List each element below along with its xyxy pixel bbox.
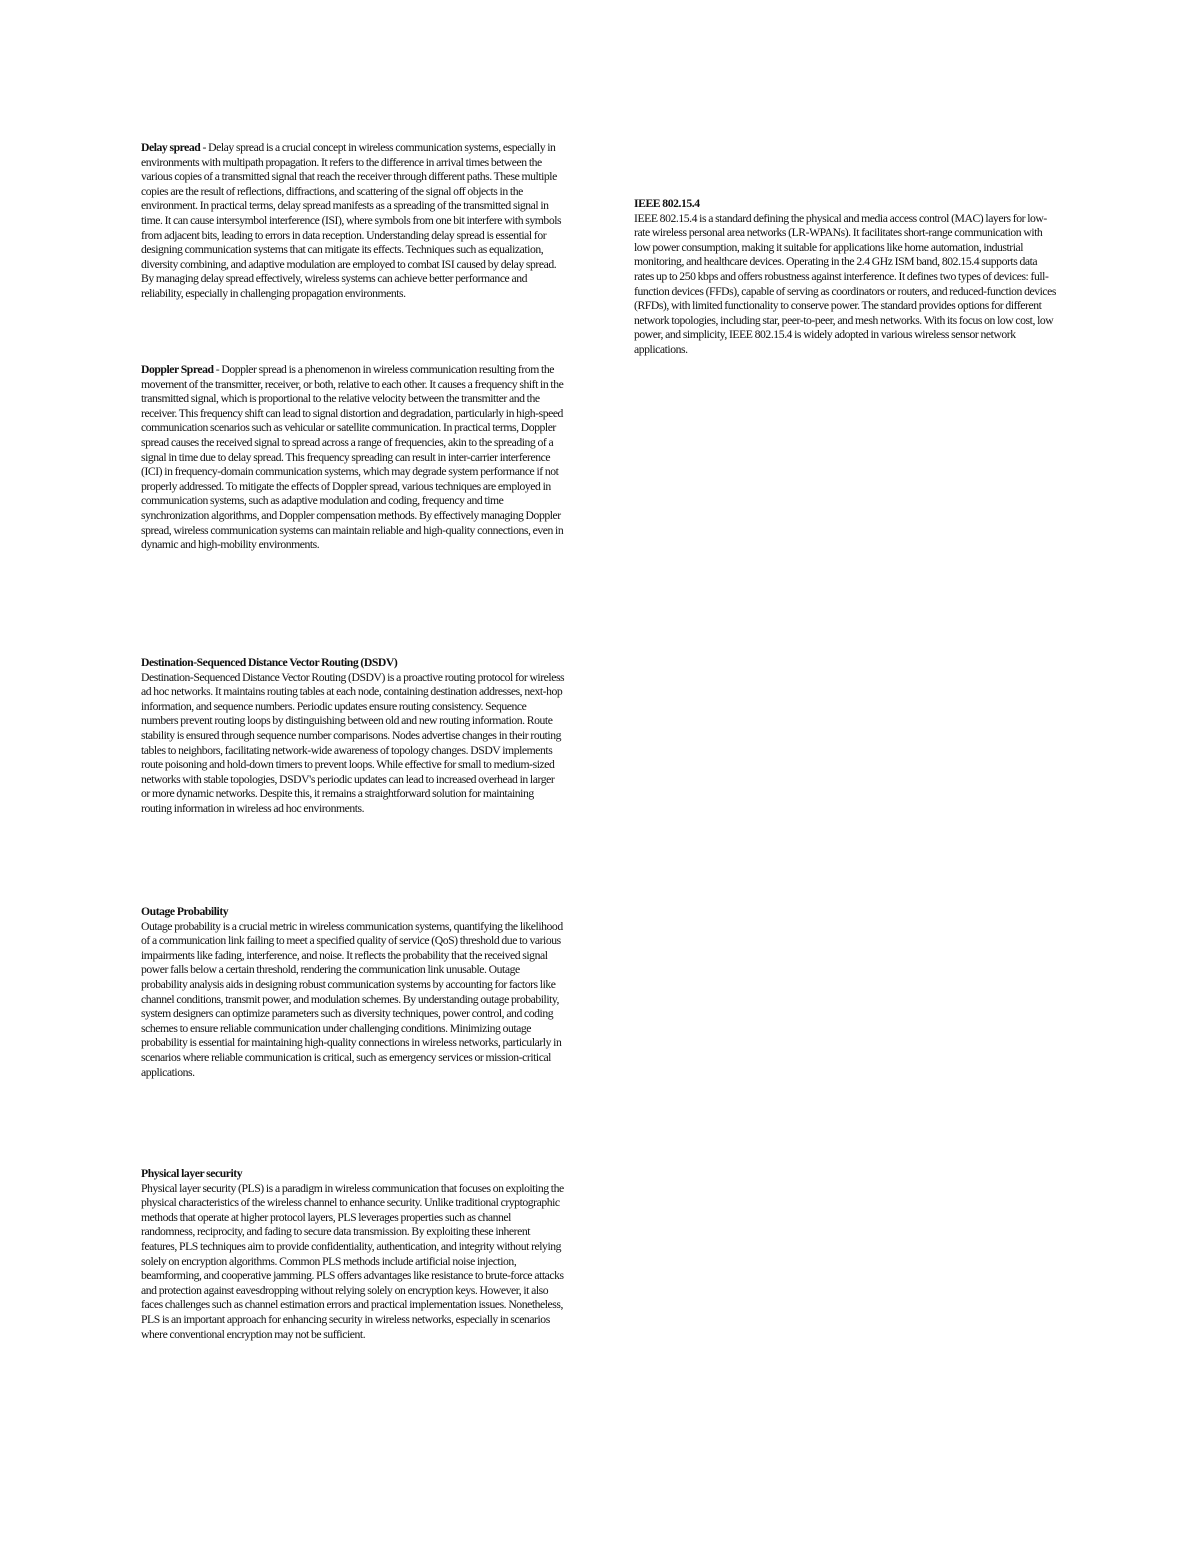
section-dsdv	[141, 656, 565, 817]
section-outage-probability	[141, 905, 565, 1080]
outage-body: Outage probability is a crucial metric in wireless communication systems, quantifying the likelihood of a communication link failing to meet a specified quality of service (QoS) threshold due to various impairments like fading, interference, and noise. It reflects the probability that the received signal power falls below a certain threshold, rendering the communication link unusable. Outage probability analysis aids in designing robust communication systems by accounting for factors like channel conditions, transmit power, and modulation schemes. By understanding outage probability, system designers can optimize parameters such as diversity techniques, power control, and coding schemes to ensure reliable communication under challenging conditions. Minimizing outage probability is essential for maintaining high-quality connections in wireless networks, particularly in scenarios where reliable communication is critical, such as emergency services or mission-critical applications.	[141, 919, 563, 1079]
dsdv-heading: Destination-Sequenced Distance Vector Routing (DSDV)	[141, 656, 398, 669]
section-delay-spread	[141, 141, 565, 302]
pls-body: Physical layer security (PLS) is a paradigm in wireless communication that focuses on exploiting the physical characteristics of the wireless channel to enhance security. Unlike traditional cryptographic methods that operate at higher protocol layers, PLS leverages properties such as channel randomness, reciprocity, and fading to secure data transmission. By exploiting these inherent features, PLS techniques aim to provide confidentiality, authentication, and integrity without relying solely on encryption algorithms. Common PLS methods include artificial noise injection, beamforming, and cooperative jamming. PLS offers advantages like resistance to brute-force attacks and protection against eavesdropping without relying solely on encryption keys. However, it also faces challenges such as channel estimation errors and practical implementation issues. Nonetheless, PLS is an important approach for enhancing security in wireless networks, especially in scenarios where conventional encryption may not be sufficient.	[141, 1181, 564, 1341]
delay-spread-heading: Delay spread	[141, 141, 201, 154]
section-ieee-802-15-4	[634, 197, 1058, 358]
dsdv-body: Destination-Sequenced Distance Vector Routing (DSDV) is a proactive routing protocol for wireless ad hoc networks. It maintains routing tables at each node, containing destination addresses, next-hop information, and sequence numbers. Periodic updates ensure routing consistency. Sequence numbers prevent routing loops by distinguishing between old and new routing information. Route stability is ensured through sequence number comparisons. Nodes advertise changes in their routing tables to neighbors, facilitating network-wide awareness of topology changes. DSDV implements route poisoning and hold-down timers to prevent loops. While effective for small to medium-sized networks with stable topologies, DSDV's periodic updates can lead to increased overhead in larger or more dynamic networks. Despite this, it remains a straightforward solution for maintaining routing information in wireless ad hoc environments.	[141, 670, 565, 815]
doppler-spread-separator: -	[213, 363, 222, 376]
delay-spread-paragraph	[141, 141, 565, 302]
ieee-heading: IEEE 802.15.4	[634, 197, 700, 210]
doppler-spread-paragraph	[141, 363, 565, 553]
outage-heading: Outage Probability	[141, 905, 229, 918]
section-doppler-spread	[141, 363, 565, 553]
ieee-body: IEEE 802.15.4 is a standard defining the physical and media access control (MAC) layers for low-rate wireless personal area networks (LR-WPANs). It facilitates short-range communication with low power consumption, making it suitable for applications like home automation, industrial monitoring, and healthcare devices. Operating in the 2.4 GHz ISM band, 802.15.4 supports data rates up to 250 kbps and offers robustness against interference. It defines two types of devices: full-function devices (FFDs), capable of serving as coordinators or routers, and reduced-function devices (RFDs), with limited functionality to conserve power. The standard provides options for different network topologies, including star, peer-to-peer, and mesh networks. With its focus on low cost, low power, and simplicity, IEEE 802.15.4 is widely adopted in various wireless sensor network applications.	[634, 211, 1056, 356]
delay-spread-body: Delay spread is a crucial concept in wireless communication systems, especially in environments with multipath propagation. It refers to the difference in arrival times between the various copies of a transmitted signal that reach the receiver through different paths. These multiple copies are the result of reflections, diffractions, and scattering of the signal off objects in the environment. In practical terms, delay spread manifests as a spreading of the transmitted signal in time. It can cause intersymbol interference (ISI), where symbols from one bit interfere with symbols from adjacent bits, leading to errors in data reception. Understanding delay spread is essential for designing communication systems that can mitigate its effects. Techniques such as equalization, diversity combining, and adaptive modulation are employed to combat ISI caused by delay spread. By managing delay spread effectively, wireless systems can achieve better performance and reliability, especially in challenging propagation environments.	[141, 141, 562, 300]
doppler-spread-heading: Doppler Spread	[141, 363, 214, 376]
delay-spread-separator: -	[200, 141, 209, 154]
pls-heading: Physical layer security	[141, 1167, 243, 1180]
doppler-spread-body: Doppler spread is a phenomenon in wireless communication resulting from the movement of the transmitter, receiver, or both, relative to each other. It causes a frequency shift in the transmitted signal, which is proportional to the relative velocity between the transmitter and the receiver. This frequency shift can lead to signal distortion and degradation, particularly in high-speed communication scenarios such as vehicular or satellite communication. In practical terms, Doppler spread causes the received signal to spread across a range of frequencies, akin to the spreading of a signal in time due to delay spread. This frequency spreading can result in inter-carrier interference (ICI) in frequency-domain communication systems, which may degrade system performance if not properly addressed. To mitigate the effects of Doppler spread, various techniques are employed in communication systems, such as adaptive modulation and coding, frequency and time synchronization algorithms, and Doppler compensation methods. By effectively managing Doppler spread, wireless communication systems can maintain reliable and high-quality connections, even in dynamic and high-mobility environments.	[141, 363, 564, 552]
section-physical-layer-security	[141, 1167, 565, 1342]
